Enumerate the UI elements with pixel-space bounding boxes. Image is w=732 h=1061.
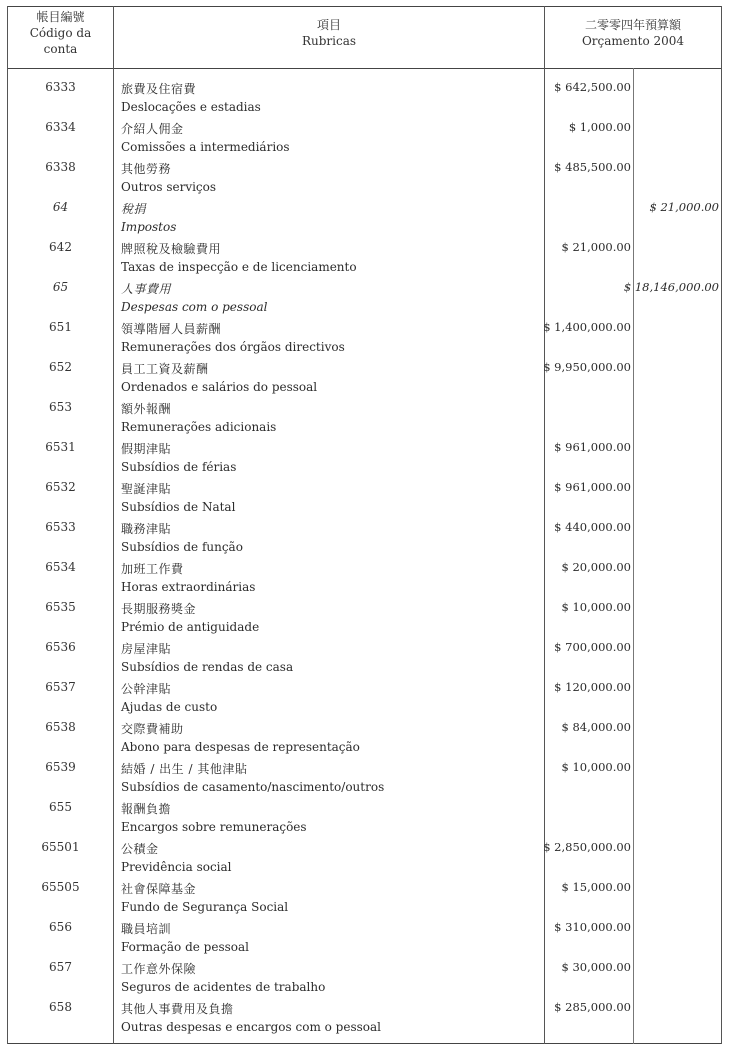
row-amount: $ 9,950,000.00 bbox=[543, 360, 631, 374]
row-label-pt: Formação de pessoal bbox=[121, 940, 249, 954]
row-label-pt: Encargos sobre remunerações bbox=[121, 820, 307, 834]
row-code: 65501 bbox=[41, 840, 80, 854]
row-label-pt: Subsídios de rendas de casa bbox=[121, 660, 294, 674]
row-label-zh: 房屋津貼 bbox=[121, 642, 172, 656]
header-item-pt: Rubricas bbox=[301, 34, 357, 48]
table-row bbox=[8, 156, 721, 196]
table-row bbox=[8, 76, 721, 116]
row-label-pt: Subsídios de casamento/nascimento/outros bbox=[121, 780, 385, 794]
row-code: 65 bbox=[52, 280, 69, 294]
row-label-zh: 牌照稅及檢驗費用 bbox=[121, 242, 222, 256]
row-code: 6538 bbox=[45, 720, 76, 734]
row-label-zh: 報酬負擔 bbox=[121, 802, 172, 816]
table-row bbox=[8, 716, 721, 756]
row-label-pt: Prémio de antiguidade bbox=[121, 620, 260, 634]
row-label-pt: Subsídios de função bbox=[121, 540, 243, 554]
row-code: 6539 bbox=[45, 760, 76, 774]
header-bottom-border bbox=[7, 68, 722, 69]
table-row bbox=[8, 956, 721, 996]
row-label-pt: Outros serviços bbox=[121, 180, 217, 194]
row-label-zh: 額外報酬 bbox=[121, 402, 172, 416]
table-row bbox=[8, 276, 721, 316]
row-amount: $ 1,400,000.00 bbox=[543, 320, 631, 334]
row-label-zh: 稅捐 bbox=[121, 202, 147, 216]
row-amount: $ 10,000.00 bbox=[561, 760, 631, 774]
table-row bbox=[8, 236, 721, 276]
header-code-pt-2: conta bbox=[43, 42, 78, 56]
row-label-zh: 交際費補助 bbox=[121, 722, 184, 736]
row-label-zh: 職務津貼 bbox=[121, 522, 172, 536]
row-code: 6333 bbox=[45, 80, 76, 94]
row-code: 6534 bbox=[45, 560, 76, 574]
row-label-pt: Fundo de Segurança Social bbox=[121, 900, 289, 914]
row-amount: $ 84,000.00 bbox=[561, 720, 631, 734]
header-item-zh: 項目 bbox=[316, 18, 341, 32]
row-label-pt: Horas extraordinárias bbox=[121, 580, 256, 594]
table-row bbox=[8, 516, 721, 556]
row-label-pt: Despesas com o pessoal bbox=[121, 300, 268, 314]
table-row bbox=[8, 196, 721, 236]
table-top-border bbox=[7, 6, 722, 7]
row-amount: $ 10,000.00 bbox=[561, 600, 631, 614]
row-label-zh: 人事費用 bbox=[121, 282, 172, 296]
row-label-zh: 公幹津貼 bbox=[121, 682, 172, 696]
row-label-zh: 結婚 / 出生 / 其他津貼 bbox=[121, 762, 248, 776]
table-row bbox=[8, 116, 721, 156]
row-label-zh: 職員培訓 bbox=[121, 922, 172, 936]
row-code: 64 bbox=[52, 200, 69, 214]
row-label-pt: Impostos bbox=[121, 220, 177, 234]
row-amount: $ 120,000.00 bbox=[554, 680, 631, 694]
row-label-zh: 公積金 bbox=[121, 842, 159, 856]
row-label-zh: 加班工作費 bbox=[121, 562, 184, 576]
header-code bbox=[8, 9, 113, 57]
row-amount: $ 1,000.00 bbox=[568, 120, 631, 134]
table-row bbox=[8, 396, 721, 436]
row-amount: $ 20,000.00 bbox=[561, 560, 631, 574]
header-budget-zh: 二零零四年預算額 bbox=[584, 18, 681, 32]
row-label-pt: Deslocações e estadias bbox=[121, 100, 261, 114]
table-row bbox=[8, 476, 721, 516]
header-budget-pt: Orçamento 2004 bbox=[581, 34, 685, 48]
row-amount: $ 961,000.00 bbox=[554, 440, 631, 454]
row-label-zh: 員工工資及薪酬 bbox=[121, 362, 209, 376]
row-code: 658 bbox=[49, 1000, 72, 1014]
table-row bbox=[8, 996, 721, 1036]
table-row bbox=[8, 316, 721, 356]
row-label-pt: Subsídios de Natal bbox=[121, 500, 236, 514]
row-amount: $ 700,000.00 bbox=[554, 640, 631, 654]
table-bottom-border bbox=[7, 1043, 722, 1044]
row-code: 651 bbox=[49, 320, 72, 334]
row-code: 6535 bbox=[45, 600, 76, 614]
row-code: 642 bbox=[49, 240, 72, 254]
header-code-pt-1: Código da bbox=[29, 26, 92, 40]
row-label-pt: Ajudas de custo bbox=[121, 700, 218, 714]
row-total: $ 18,146,000.00 bbox=[623, 280, 719, 294]
row-label-zh: 介紹人佣金 bbox=[121, 122, 184, 136]
row-label-pt: Ordenados e salários do pessoal bbox=[121, 380, 318, 394]
row-amount: $ 2,850,000.00 bbox=[543, 840, 631, 854]
row-label-pt: Outras despesas e encargos com o pessoal bbox=[121, 1020, 381, 1034]
row-label-zh: 領導階層人員薪酬 bbox=[121, 322, 222, 336]
table-row bbox=[8, 436, 721, 476]
row-code: 6531 bbox=[45, 440, 76, 454]
row-code: 655 bbox=[49, 800, 72, 814]
table-row bbox=[8, 556, 721, 596]
table-row bbox=[8, 596, 721, 636]
row-code: 6338 bbox=[45, 160, 76, 174]
row-code: 6532 bbox=[45, 480, 76, 494]
row-label-pt: Remunerações dos órgãos directivos bbox=[121, 340, 345, 354]
row-amount: $ 485,500.00 bbox=[554, 160, 631, 174]
row-label-pt: Taxas de inspecção e de licenciamento bbox=[121, 260, 357, 274]
row-code: 65505 bbox=[41, 880, 80, 894]
row-amount: $ 15,000.00 bbox=[561, 880, 631, 894]
header-budget bbox=[545, 17, 721, 49]
row-code: 6533 bbox=[45, 520, 76, 534]
row-label-zh: 其他人事費用及負擔 bbox=[121, 1002, 234, 1016]
row-amount: $ 440,000.00 bbox=[554, 520, 631, 534]
row-label-zh: 社會保障基金 bbox=[121, 882, 197, 896]
row-code: 652 bbox=[49, 360, 72, 374]
row-code: 6537 bbox=[45, 680, 76, 694]
header-code-zh: 帳目編號 bbox=[36, 10, 85, 24]
row-label-pt: Remunerações adicionais bbox=[121, 420, 277, 434]
row-label-pt: Previdência social bbox=[121, 860, 232, 874]
row-label-zh: 假期津貼 bbox=[121, 442, 172, 456]
row-code: 6334 bbox=[45, 120, 76, 134]
row-amount: $ 285,000.00 bbox=[554, 1000, 631, 1014]
row-label-zh: 長期服務獎金 bbox=[121, 602, 197, 616]
table-row bbox=[8, 356, 721, 396]
row-code: 657 bbox=[49, 960, 72, 974]
row-code: 6536 bbox=[45, 640, 76, 654]
table-row bbox=[8, 676, 721, 716]
row-label-zh: 其他勞務 bbox=[121, 162, 172, 176]
row-amount: $ 642,500.00 bbox=[554, 80, 631, 94]
row-label-pt: Abono para despesas de representação bbox=[121, 740, 360, 754]
table-row bbox=[8, 916, 721, 956]
row-label-pt: Seguros de acidentes de trabalho bbox=[121, 980, 326, 994]
row-total: $ 21,000.00 bbox=[649, 200, 719, 214]
row-label-pt: Subsídios de férias bbox=[121, 460, 237, 474]
header-item bbox=[114, 17, 544, 49]
column-divider bbox=[721, 6, 722, 1044]
row-label-zh: 聖誕津貼 bbox=[121, 482, 172, 496]
table-row bbox=[8, 796, 721, 836]
table-row bbox=[8, 876, 721, 916]
row-amount: $ 310,000.00 bbox=[554, 920, 631, 934]
row-label-pt: Comissões a intermediários bbox=[121, 140, 290, 154]
row-label-zh: 旅費及住宿費 bbox=[121, 82, 197, 96]
row-label-zh: 工作意外保險 bbox=[121, 962, 197, 976]
table-row bbox=[8, 836, 721, 876]
row-code: 653 bbox=[49, 400, 72, 414]
row-amount: $ 30,000.00 bbox=[561, 960, 631, 974]
row-amount: $ 961,000.00 bbox=[554, 480, 631, 494]
table-row bbox=[8, 756, 721, 796]
table-row bbox=[8, 636, 721, 676]
row-code: 656 bbox=[49, 920, 72, 934]
row-amount: $ 21,000.00 bbox=[561, 240, 631, 254]
